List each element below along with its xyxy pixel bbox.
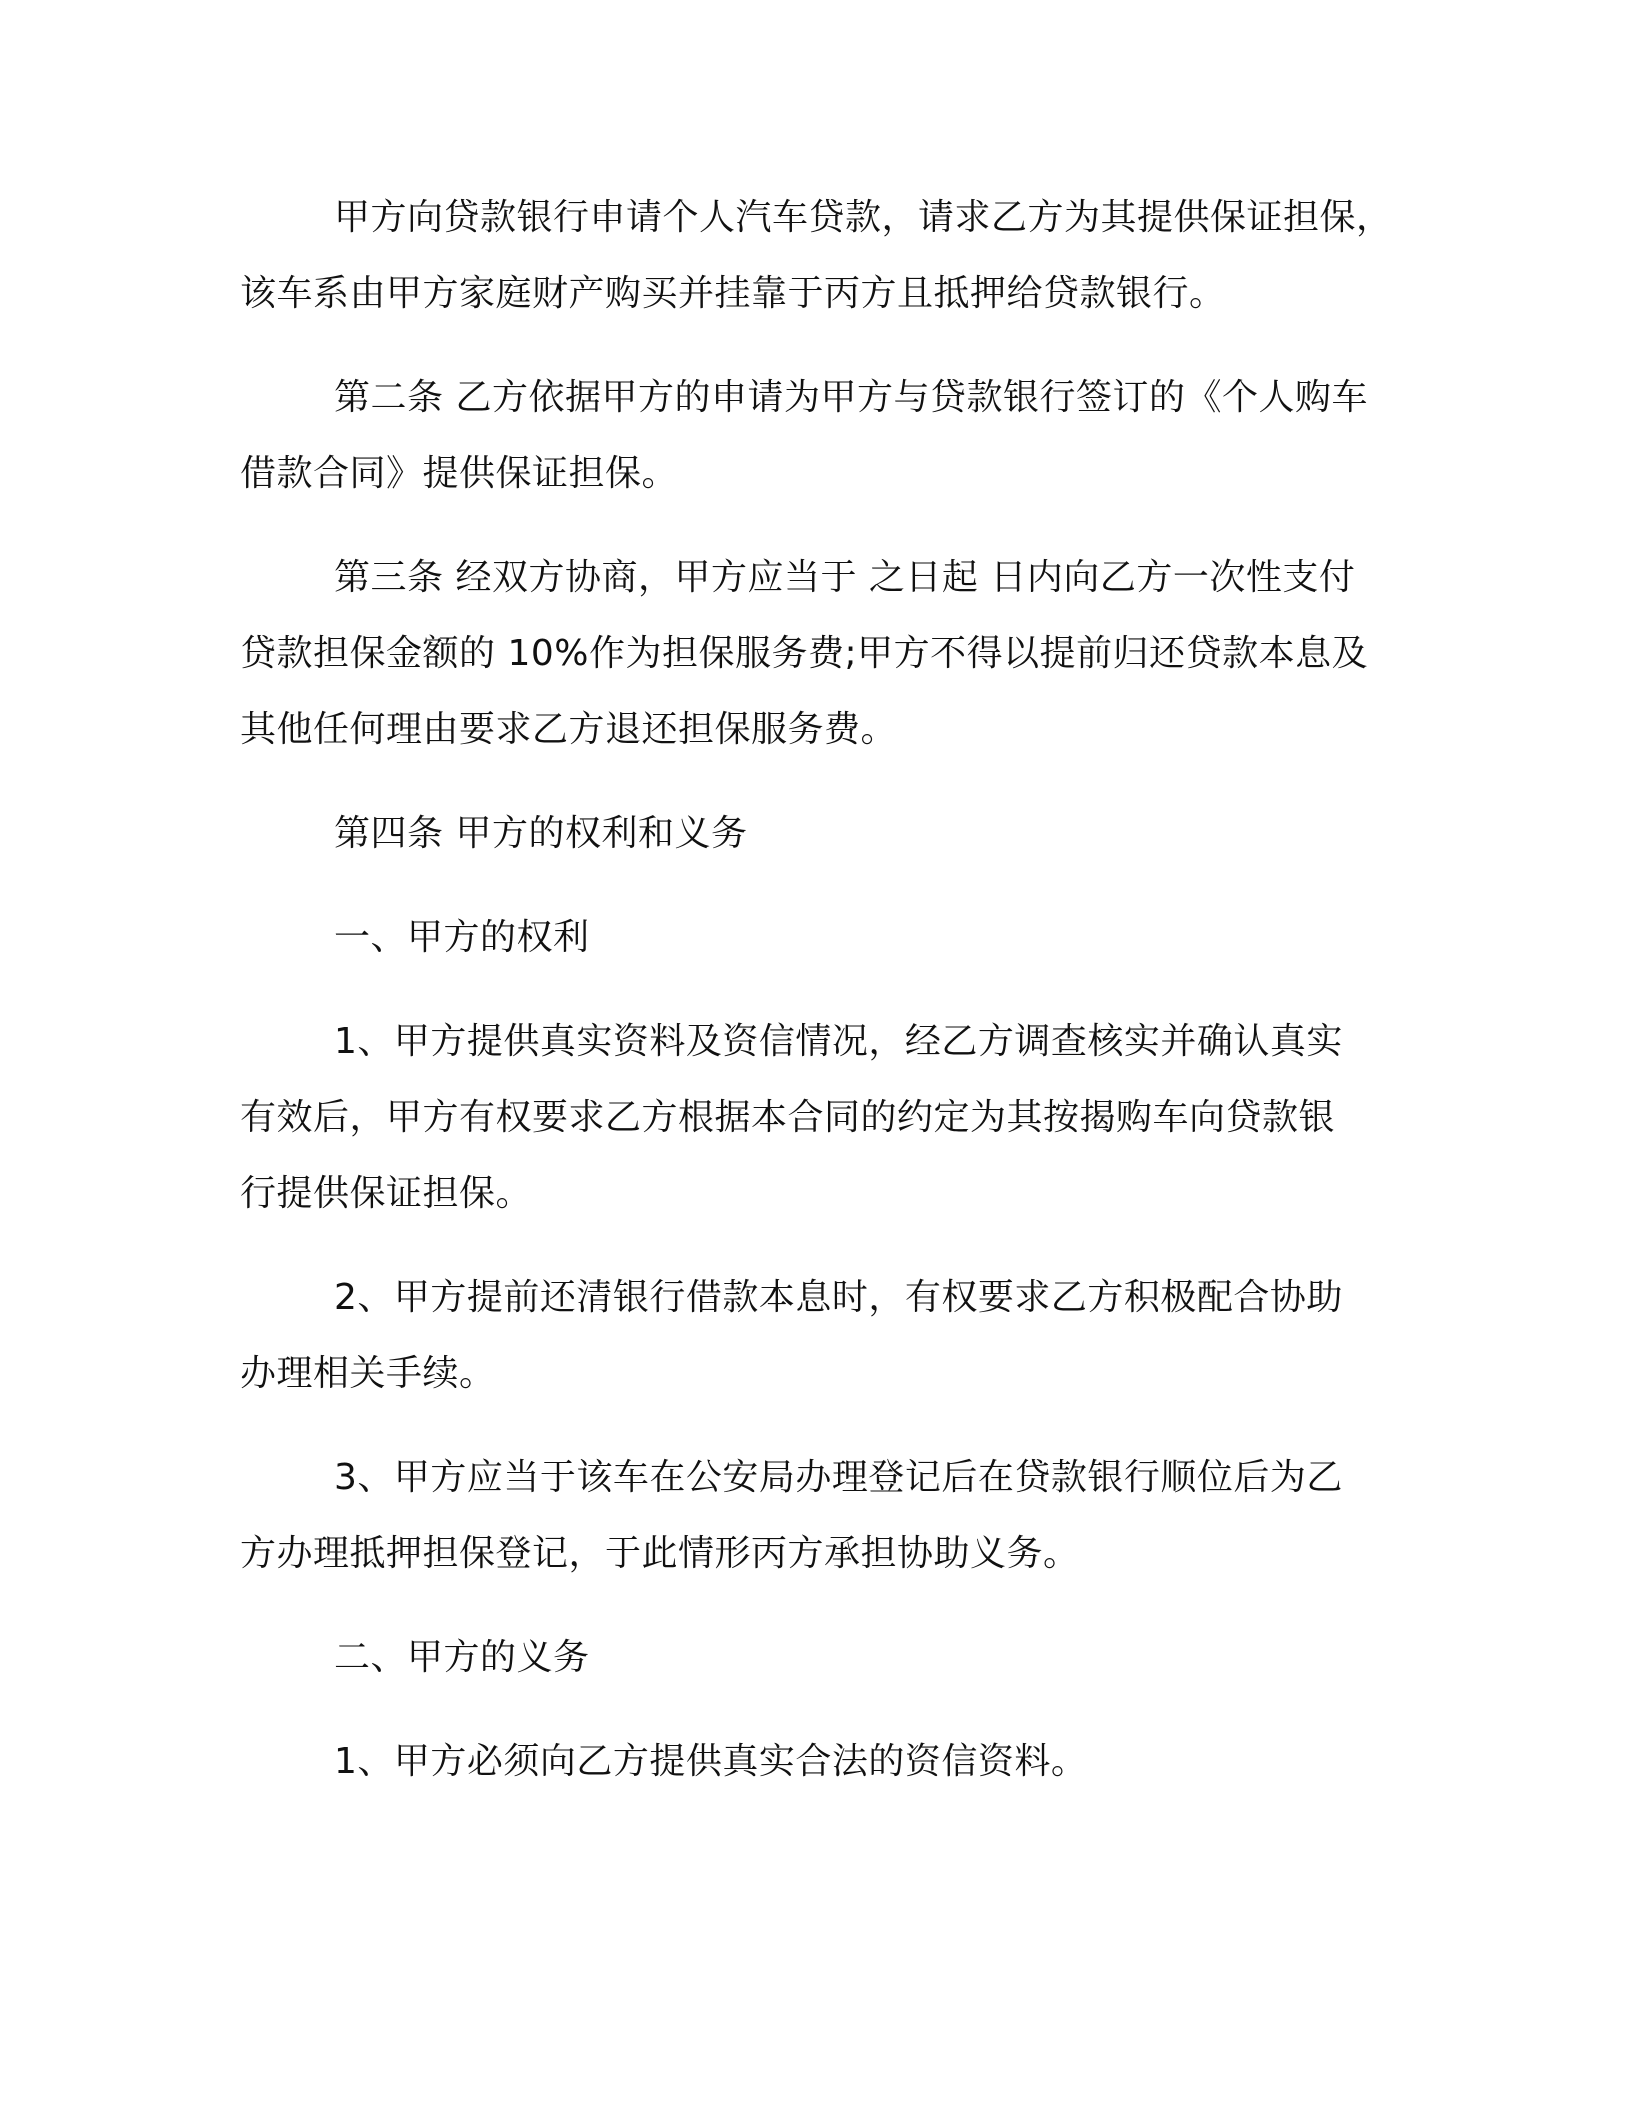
paragraph-line: 其他任何理由要求乙方退还担保服务费。 [240,709,898,750]
paragraph-line: 甲方向贷款银行申请个人汽车贷款，请求乙方为其提供保证担保， [334,197,1393,238]
paragraph-line: 行提供保证担保。 [240,1173,533,1214]
paragraph-line: 有效后，甲方有权要求乙方根据本合同的约定为其按揭购车向贷款银 [240,1097,1336,1138]
subsection-heading: 一、甲方的权利 [334,917,590,958]
paragraph-line: 方办理抵押担保登记，于此情形丙方承担协助义务。 [240,1533,1080,1574]
paragraph-line: 2、甲方提前还清银行借款本息时，有权要求乙方积极配合协助 [334,1277,1343,1318]
subsection-heading: 二、甲方的义务 [334,1637,590,1678]
paragraph-line: 该车系由甲方家庭财产购买并挂靠于丙方且抵押给贷款银行。 [240,273,1226,314]
paragraph-line: 第三条 经双方协商，甲方应当于 之日起 日内向乙方一次性支付 [334,557,1356,598]
paragraph-line: 贷款担保金额的 10%作为担保服务费;甲方不得以提前归还贷款本息及 [240,633,1369,674]
paragraph-line: 办理相关手续。 [240,1353,496,1394]
paragraph-line: 3、甲方应当于该车在公安局办理登记后在贷款银行顺位后为乙 [334,1457,1343,1498]
paragraph-line: 借款合同》提供保证担保。 [240,453,679,494]
paragraph-line: 第二条 乙方依据甲方的申请为甲方与贷款银行签订的《个人购车 [334,377,1368,418]
paragraph-line: 1、甲方提供真实资料及资信情况，经乙方调查核实并确认真实 [334,1021,1343,1062]
section-heading: 第四条 甲方的权利和义务 [334,813,748,854]
paragraph-line: 1、甲方必须向乙方提供真实合法的资信资料。 [334,1741,1088,1782]
